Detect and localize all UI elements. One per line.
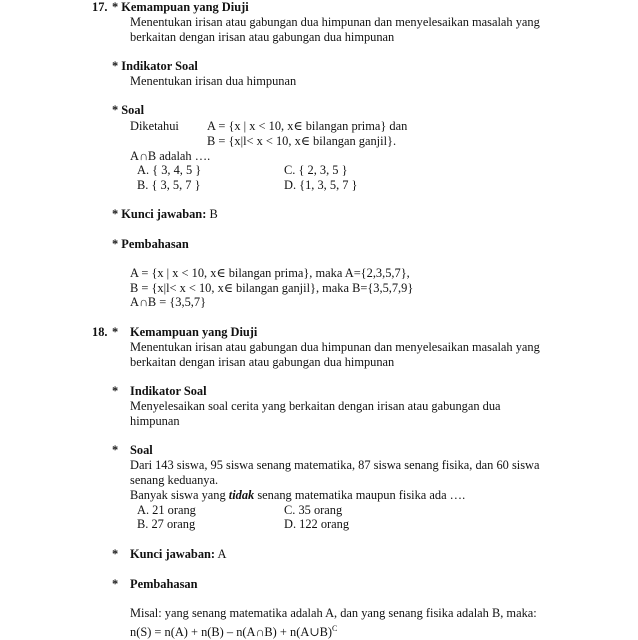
q18-soal-question-emphasis: tidak: [228, 488, 255, 502]
q18-kunci-label: Kunci jawaban:: [130, 547, 216, 561]
q18-soal-line1: Dari 143 siswa, 95 siswa senang matematika, 87 siswa senang fisika, dan 60 siswa: [130, 458, 540, 472]
q17-set-a: A = {x | x < 10, x∈ bilangan prima} dan: [207, 119, 408, 133]
q17-kemampuan-line1: Menentukan irisan atau gabungan dua himpunan dan menyelesaikan masalah yang: [130, 15, 540, 29]
q17-option-d: D. {1, 3, 5, 7 }: [284, 178, 358, 192]
q18-pembahasan-formula: n(S) = n(A) + n(B) – n(A∩B) + n(A∪B): [130, 625, 333, 640]
q18-soal-label: Soal: [130, 443, 153, 457]
q17-diketahui: Diketahui: [130, 119, 179, 133]
q18-soal-question: [130, 488, 465, 503]
q18-option-d: D. 122 orang: [284, 517, 350, 531]
q17-pembahasan-label: * Pembahasan: [112, 237, 189, 251]
q18-kemampuan-line1: Menentukan irisan atau gabungan dua himpunan dan menyelesaikan masalah yang: [130, 340, 540, 354]
q17-option-c: C. { 2, 3, 5 }: [284, 163, 348, 177]
q17-indikator-label: * Indikator Soal: [112, 59, 198, 73]
q18-option-c: C. 35 orang: [284, 503, 343, 517]
q17-kemampuan-line2: berkaitan dengan irisan atau gabungan dua himpunan: [130, 30, 395, 44]
q18-bullet-5: *: [112, 577, 119, 591]
q18-bullet-3: *: [112, 443, 119, 457]
q17-soal-label: * Soal: [112, 103, 145, 117]
q17-number: 17.: [92, 0, 108, 14]
q17-indikator-text: Menentukan irisan dua himpunan: [130, 74, 297, 88]
q18-bullet-2: *: [112, 384, 119, 398]
q18-pembahasan-line2: [130, 621, 337, 640]
q17-kemampuan-label: * Kemampuan yang Diuji: [112, 0, 249, 14]
q18-option-b: B. 27 orang: [137, 517, 196, 531]
q18-soal-question-pre: Banyak siswa yang: [130, 488, 229, 502]
q18-pembahasan-label: Pembahasan: [130, 577, 198, 591]
q18-bullet-1: *: [112, 325, 119, 339]
q18-pembahasan-line1: Misal: yang senang matematika adalah A, dan yang senang fisika adalah B, maka:: [130, 606, 537, 620]
q18-indikator-label: Indikator Soal: [130, 384, 207, 398]
q18-number: 18.: [92, 325, 108, 339]
q18-kunci-value: A: [217, 547, 227, 561]
q18-soal-line2: senang keduanya.: [130, 473, 219, 487]
q18-indikator-line1: Menyelesaikan soal cerita yang berkaitan dengan irisan atau gabungan dua: [130, 399, 501, 413]
q18-soal-question-post: senang matematika maupun fisika ada ….: [254, 488, 466, 502]
q18-kemampuan-line2: berkaitan dengan irisan atau gabungan dua himpunan: [130, 355, 395, 369]
q17-option-b: B. { 3, 5, 7 }: [137, 178, 201, 192]
q18-option-a: A. 21 orang: [137, 503, 196, 517]
q17-pembahasan-line2: B = {x|l< x < 10, x∈ bilangan ganjil}, maka B={3,5,7,9}: [130, 281, 414, 295]
q17-pembahasan-line3: A∩B = {3,5,7}: [130, 295, 207, 309]
q17-question: A∩B adalah ….: [130, 149, 211, 163]
q18-bullet-4: *: [112, 547, 119, 561]
q18-indikator-line2: himpunan: [130, 414, 180, 428]
q17-option-a: A. { 3, 4, 5 }: [137, 163, 202, 177]
q17-kunci-value: B: [209, 207, 218, 221]
q17-kunci: [112, 207, 218, 222]
q17-kunci-label: * Kunci jawaban:: [112, 207, 207, 221]
q18-pembahasan-complement: C: [332, 624, 338, 633]
q17-pembahasan-line1: A = {x | x < 10, x∈ bilangan prima}, maka A={2,3,5,7},: [130, 266, 410, 280]
q18-kunci: [130, 547, 226, 562]
q18-kemampuan-label: Kemampuan yang Diuji: [130, 325, 258, 339]
q17-set-b: B = {x|l< x < 10, x∈ bilangan ganjil}.: [207, 134, 397, 148]
